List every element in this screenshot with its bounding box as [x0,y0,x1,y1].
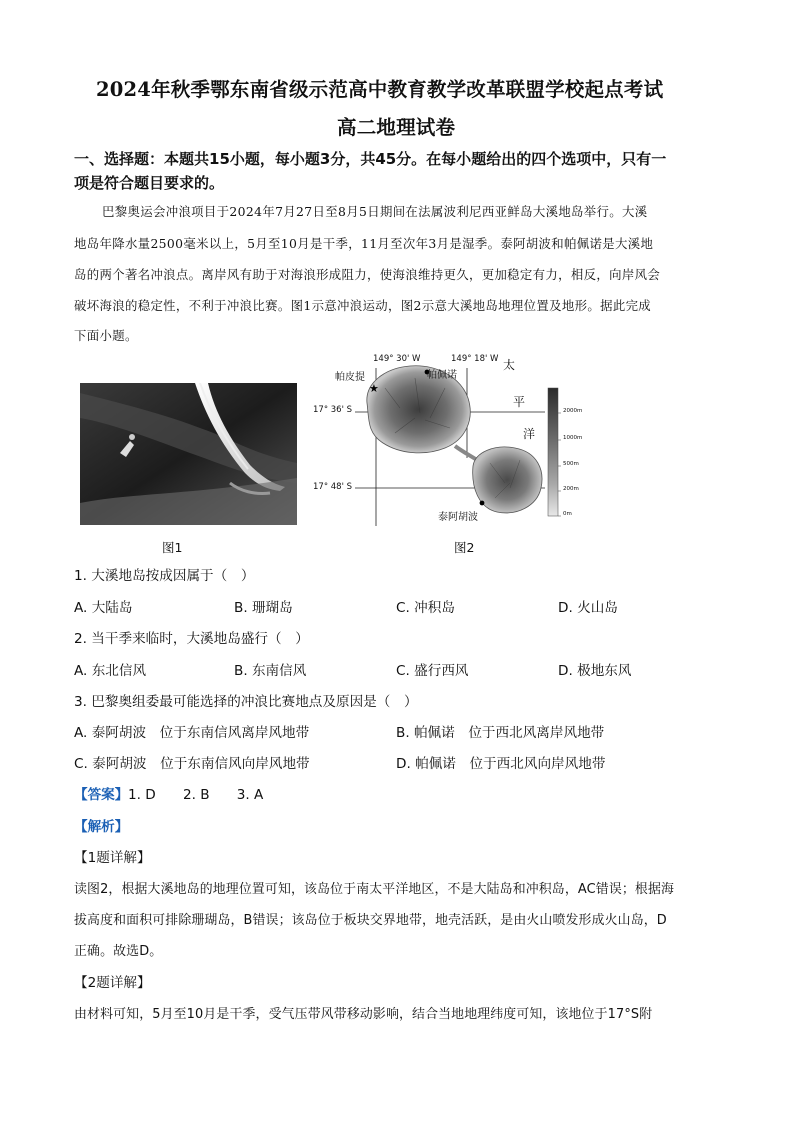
question-stem: 1. 大溪地岛按成因属于（ ） [74,568,255,584]
legend-label: 500m [563,461,579,467]
analysis-label: 【解析】 [74,819,129,835]
question-option: B. 珊瑚岛 [234,600,293,616]
longitude-label: 149° 18' W [451,354,499,364]
question-option: B. 东南信风 [234,663,307,679]
question-option: B. 帕佩诺 位于西北风离岸风地带 [396,725,605,741]
question-option: C. 冲积岛 [396,600,455,616]
place-marker-icon [480,501,485,506]
place-label-teahupoo: 泰阿胡波 [438,512,478,523]
figure-2-map [305,348,583,528]
question-stem: 3. 巴黎奥组委最可能选择的冲浪比赛地点及原因是（ ） [74,694,418,710]
detail-line: 拔高度和面积可排除珊瑚岛，B错误；该岛位于板块交界地带，地壳活跃，是由火山喷发形成火山岛，D [74,913,667,928]
material-line: 下面小题。 [74,328,138,343]
page-subtitle: 高二地理试卷 [337,116,456,139]
place-label-papeno: 帕佩诺 [427,370,457,381]
question-option: C. 泰阿胡波 位于东南信风向岸风地带 [74,756,310,772]
detail-heading: 【1题详解】 [74,850,151,866]
figure-1-caption: 图1 [162,540,183,555]
material-line: 岛的两个著名冲浪点。离岸风有助于对海浪形成阻力，使海浪维持更久，更加稳定有力，相反，向岸风会 [74,267,661,282]
detail-line: 由材料可知，5月至10月是干季，受气压带风带移动影响，结合当地地理纬度可知，该地位于17°S附 [74,1007,653,1022]
question-option: D. 火山岛 [558,600,618,616]
legend-label: 1000m [563,435,583,441]
material-line: 破坏海浪的稳定性，不利于冲浪比赛。图1示意冲浪运动，图2示意大溪地岛地理位置及地形。据此完成 [74,298,652,313]
section-heading: 一、选择题：本题共15小题，每小题3分，共45分。在每小题给出的四个选项中，只有一 [74,150,667,168]
ocean-label: 太 [503,358,516,372]
latitude-label: 17° 48' S [313,482,353,492]
answer-label: 【答案】 [74,787,129,803]
question-option: D. 帕佩诺 位于西北风向岸风地带 [396,756,606,772]
star-icon: ★ [369,382,379,395]
material-line: 地岛年降水量2500毫米以上，5月至10月是干季，11月至次年3月是湿季。泰阿胡波和帕佩诺是大溪地 [74,236,654,251]
ocean-label: 平 [513,395,526,409]
figure-2-caption: 图2 [454,540,475,555]
question-option: C. 盛行西风 [396,663,469,679]
detail-heading: 【2题详解】 [74,975,151,991]
longitude-label: 149° 30' W [373,354,421,364]
legend-label: 0m [563,511,572,517]
page-title: 2024年秋季鄂东南省级示范高中教育教学改革联盟学校起点考试 [96,78,664,101]
question-option: A. 东北信风 [74,663,147,679]
latitude-label: 17° 36' S [313,405,353,415]
detail-line: 读图2，根据大溪地岛的地理位置可知，该岛位于南太平洋地区，不是大陆岛和冲积岛，AC错误；根据海 [74,882,675,897]
question-stem: 2. 当干季来临时，大溪地岛盛行（ ） [74,631,309,647]
question-option: D. 极地东风 [558,663,632,679]
section-heading-cont: 项是符合题目要求的。 [74,174,225,192]
question-option: A. 大陆岛 [74,600,133,616]
answer-values: 1. D 2. B 3. A [128,787,264,803]
question-option: A. 泰阿胡波 位于东南信风离岸风地带 [74,725,310,741]
elevation-legend-bar [548,388,558,516]
legend-label: 2000m [563,408,583,414]
figure-1-surfing-photo [80,383,297,525]
detail-line: 正确。故选D。 [74,944,163,959]
legend-label: 200m [563,486,579,492]
material-line: 巴黎奥运会冲浪项目于2024年7月27日至8月5日期间在法属波利尼西亚鲜岛大溪地岛举行。大溪 [102,204,648,219]
place-label-papeete: 帕皮提 [335,372,365,383]
ocean-label: 洋 [523,427,536,441]
